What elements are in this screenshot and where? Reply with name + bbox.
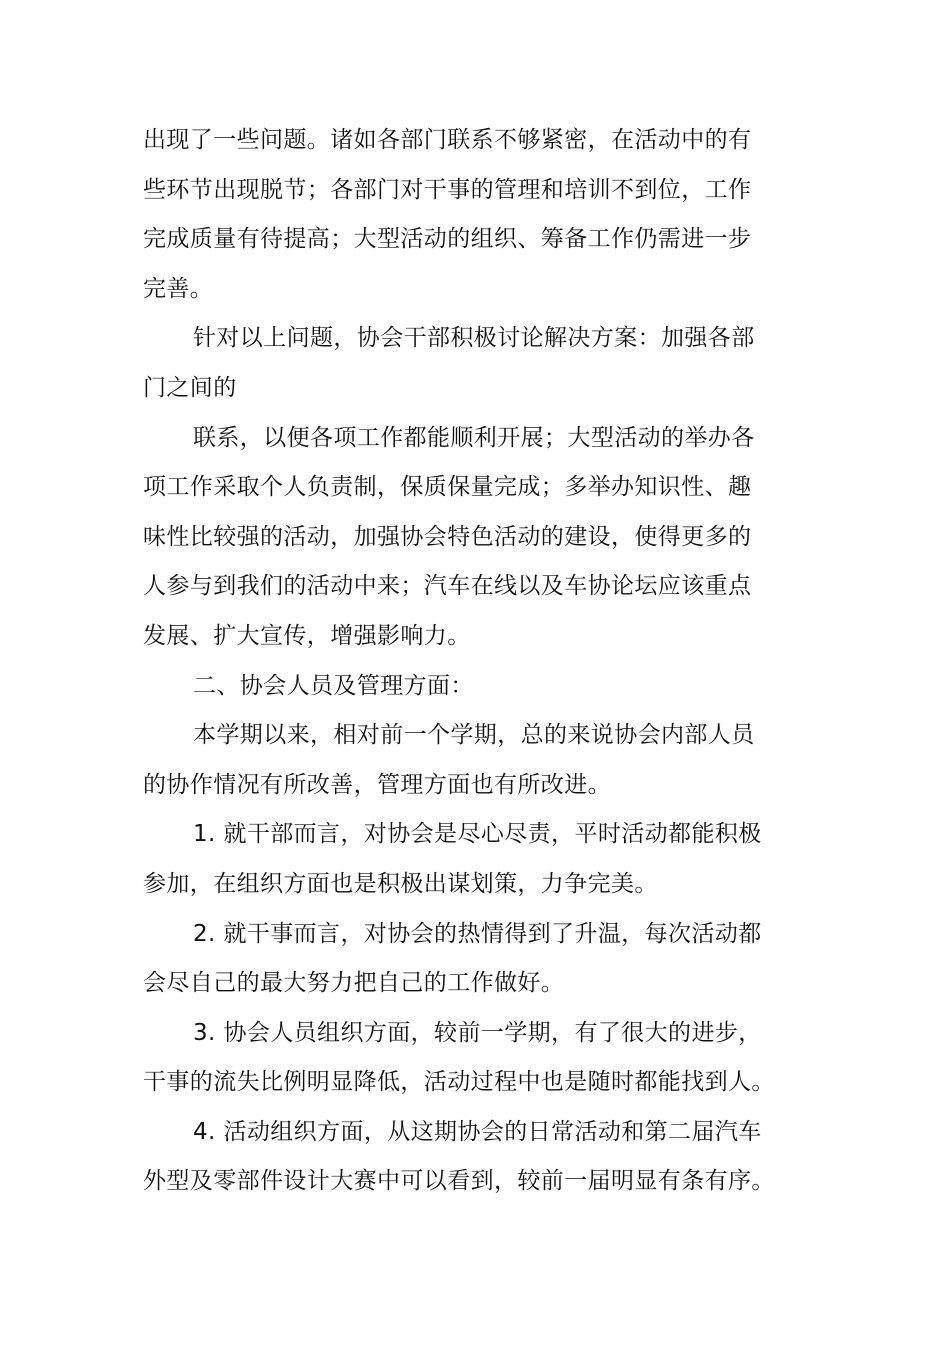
list-item-4-cont: 外型及零部件设计大赛中可以看到，较前一届明显有条有序。: [143, 1168, 775, 1195]
text-line-8: 项工作采取个人负责制，保质保量完成；多举办知识性、趣: [143, 474, 752, 501]
list-item-1: 1. 就干部而言，对协会是尽心尽责，平时活动都能积极: [193, 821, 762, 848]
text-line-11: 发展、扩大宣传，增强影响力。: [143, 622, 471, 649]
text-line-14: 的协作情况有所改善，管理方面也有所改进。: [143, 771, 611, 798]
text-line-13: 本学期以来，相对前一个学期，总的来说协会内部人员: [193, 722, 755, 749]
list-item-4: 4. 活动组织方面，从这期协会的日常活动和第二届汽车: [193, 1118, 762, 1145]
text-line-2: 些环节出现脱节；各部门对干事的管理和培训不到位，工作: [143, 176, 752, 203]
list-item-3: 3. 协会人员组织方面，较前一学期，有了很大的进步，: [193, 1019, 762, 1046]
list-item-3-cont: 干事的流失比例明显降低，活动过程中也是随时都能找到人。: [143, 1069, 775, 1096]
text-line-6: 门之间的: [143, 374, 237, 401]
list-item-1-cont: 参加，在组织方面也是积极出谋划策，力争完美。: [143, 870, 658, 897]
text-line-1: 出现了一些问题。诸如各部门联系不够紧密，在活动中的有: [143, 127, 752, 153]
text-line-10: 人参与到我们的活动中来；汽车在线以及车协论坛应该重点: [143, 573, 752, 600]
body-text: [143, 116, 775, 1207]
section-heading: 二、协会人员及管理方面：: [193, 672, 474, 699]
list-item-2-cont: 会尽自己的最大努力把自己的工作做好。: [143, 970, 565, 997]
text-line-4: 完善。: [143, 275, 214, 302]
text-line-3: 完成质量有待提高；大型活动的组织、筹备工作仍需进一步: [143, 226, 752, 253]
list-item-2: 2. 就干事而言，对协会的热情得到了升温，每次活动都: [193, 920, 762, 947]
text-line-7: 联系，以便各项工作都能顺利开展；大型活动的举办各: [193, 424, 755, 451]
text-line-9: 味性比较强的活动，加强协会特色活动的建设，使得更多的: [143, 523, 752, 550]
text-line-5: 针对以上问题，协会干部积极讨论解决方案：加强各部: [193, 325, 755, 352]
